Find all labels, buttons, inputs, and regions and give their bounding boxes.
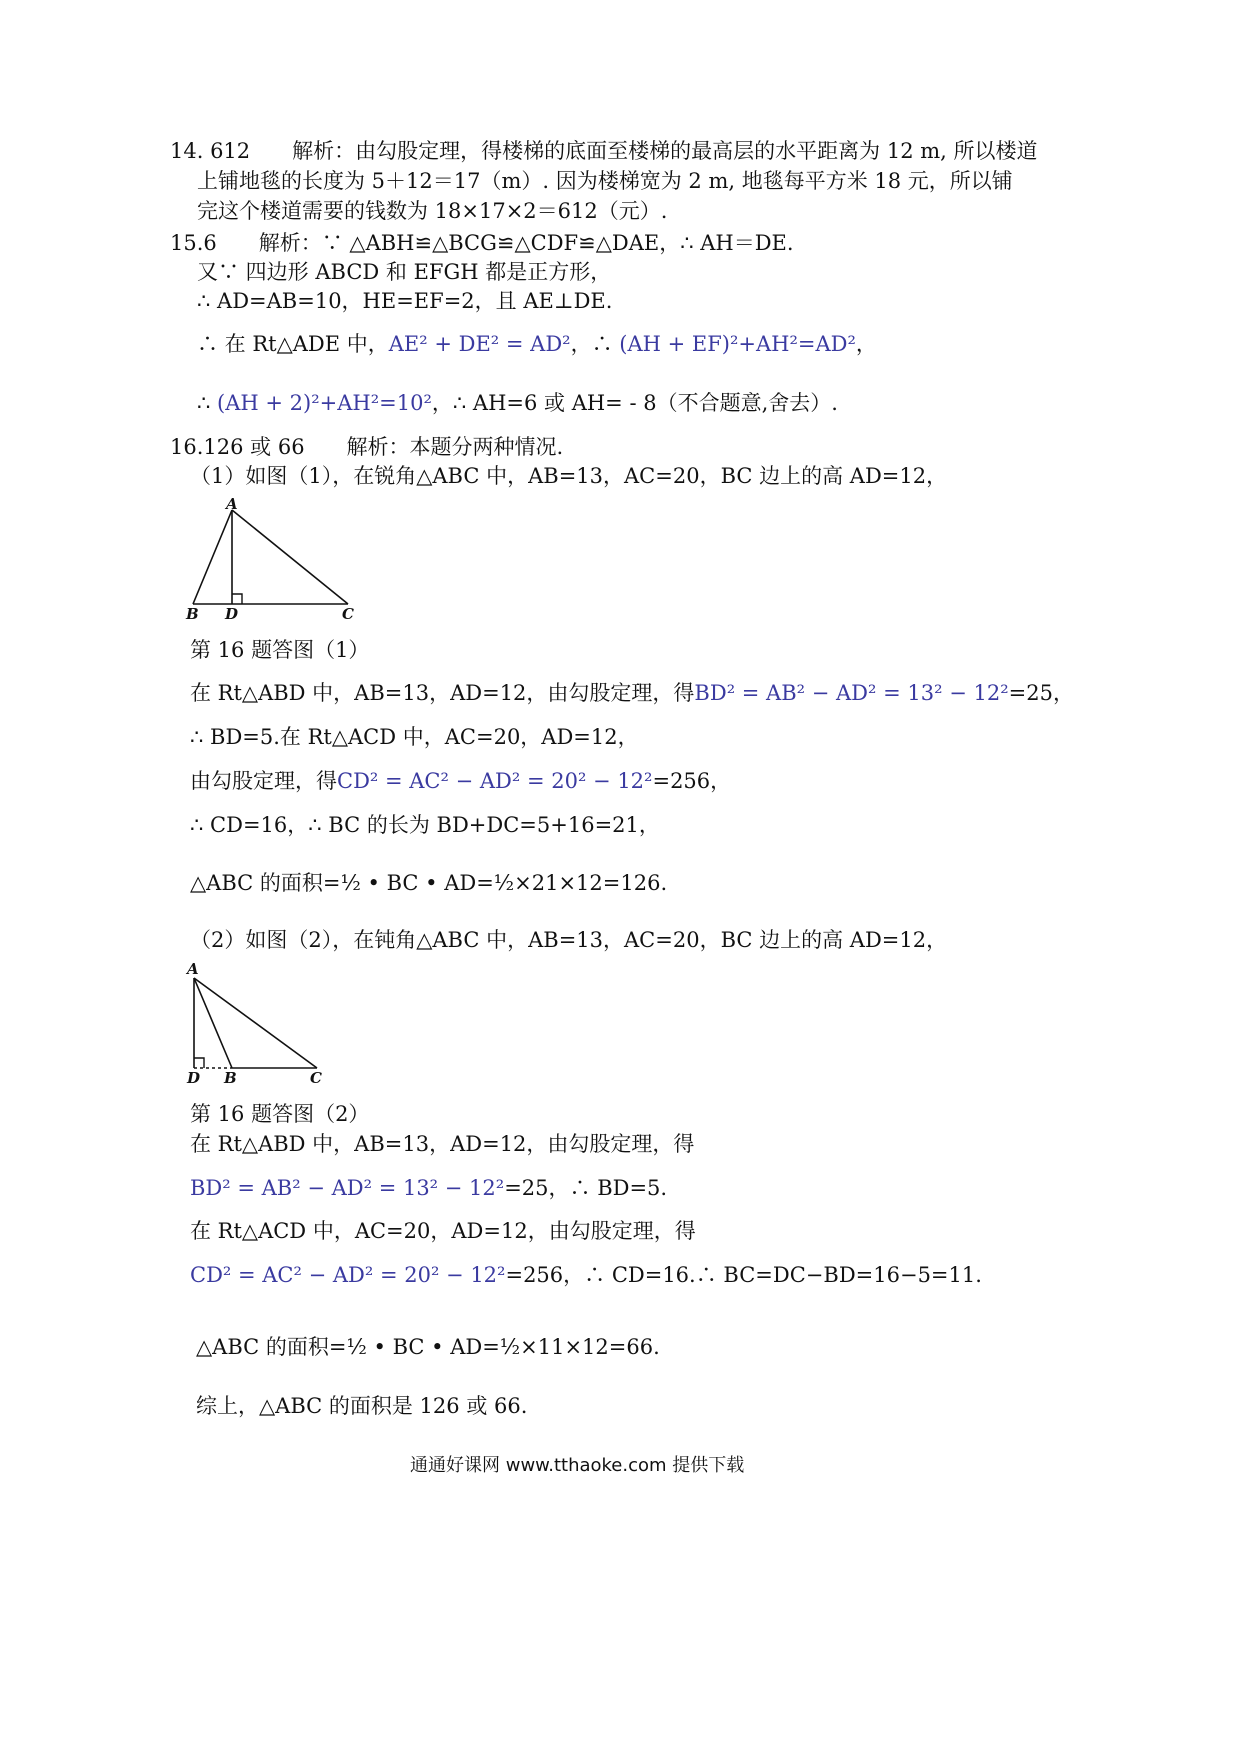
case1-line3-text-a: 由勾股定理，得 — [190, 769, 337, 793]
p16-case1-line3 — [190, 771, 731, 792]
fig1-label-a: A — [226, 498, 238, 513]
fig1-label-d: D — [225, 605, 239, 623]
p16-case1-line2: ∴ BD=5.在 Rt△ACD 中，AC=20，AD=12， — [190, 725, 639, 749]
figure-1-acute-triangle — [180, 498, 370, 623]
p15-line1: 15.6 解析：∵ △ABH≌△BCG≌△CDF≌△DAE，∴ AH＝DE. — [170, 231, 794, 255]
fig2-label-b: B — [224, 1069, 237, 1087]
p15-line2: 又∵ 四边形 ABCD 和 EFGH 都是正方形， — [197, 260, 612, 284]
fig2-label-a: A — [187, 960, 199, 978]
figure-2-caption: 第 16 题答图（2） — [190, 1102, 370, 1126]
p15-line5-text-b: ，∴ AH=6 或 AH= - 8（不合题意,舍去）. — [431, 391, 838, 415]
p16-case1-line4: ∴ CD=16，∴ BC 的长为 BD+DC=5+16=21， — [190, 813, 660, 837]
fig2-right-angle-mark — [194, 1058, 204, 1068]
case1-line1-text-a: 在 Rt△ABD 中，AB=13，AD=12，由勾股定理，得 — [190, 681, 695, 705]
p15-line4-text-c: ， — [855, 332, 877, 356]
p16-line1: 16.126 或 66 解析：本题分两种情况. — [170, 435, 564, 459]
case2-formula-cd: CD² = AC² − AD² = 20² − 12² — [190, 1263, 506, 1287]
p15-line5 — [197, 393, 838, 414]
fig1-side-ac — [232, 510, 348, 604]
p15-line5-text-a: ∴ — [197, 391, 218, 415]
p15-line4-text-b: ，∴ — [570, 332, 620, 356]
p16-case2-line2 — [190, 1178, 667, 1199]
p15-formula-3: (AH + 2)²+AH²=10² — [217, 391, 432, 415]
case1-formula-cd: CD² = AC² − AD² = 20² − 12² — [337, 769, 653, 793]
fig1-side-ab — [193, 510, 232, 604]
case1-formula-bd: BD² = AB² − AD² = 13² − 12² — [694, 681, 1009, 705]
p16-case1-line1 — [190, 683, 1074, 704]
p16-case2-line3: 在 Rt△ACD 中，AC=20，AD=12，由勾股定理，得 — [190, 1219, 696, 1243]
p14-line1: 14. 612 解析：由勾股定理，得楼梯的底面至楼梯的最高层的水平距离为 12 m, 所以楼道 — [170, 139, 1038, 163]
page-footer: 通通好课网 www.tthaoke.com 提供下载 — [410, 1455, 745, 1476]
p16-conclusion: 综上，△ABC 的面积是 126 或 66. — [196, 1394, 528, 1418]
p14-line3: 完这个楼道需要的钱数为 18×17×2＝612（元）. — [197, 199, 668, 223]
p15-formula-2: (AH + EF)²+AH²=AD² — [619, 332, 856, 356]
p15-formula-1: AE² + DE² = AD² — [388, 332, 571, 356]
fig1-label-b: B — [186, 605, 199, 623]
p16-line2: （1）如图（1），在锐角△ABC 中，AB=13，AC=20，BC 边上的高 AD=12， — [190, 464, 948, 488]
figure-1-caption: 第 16 题答图（1） — [190, 638, 370, 662]
p16-case2-line4 — [190, 1265, 982, 1286]
fig2-label-d: D — [187, 1069, 201, 1087]
case1-line1-text-b: =25， — [1008, 681, 1074, 705]
p15-line3: ∴ AD=AB=10，HE=EF=2，且 AE⊥DE. — [197, 289, 613, 313]
case2-line2-text: =25，∴ BD=5. — [504, 1176, 668, 1200]
case1-line3-text-b: =256， — [652, 769, 732, 793]
case2-formula-bd: BD² = AB² − AD² = 13² − 12² — [190, 1176, 505, 1200]
fig1-label-c: C — [342, 605, 354, 623]
case2-line4-text: =256，∴ CD=16.∴ BC=DC−BD=16−5=11. — [505, 1263, 982, 1287]
p15-line4 — [197, 334, 877, 355]
p16-case2-line1: 在 Rt△ABD 中，AB=13，AD=12，由勾股定理，得 — [190, 1132, 695, 1156]
p16-line3: （2）如图（2），在钝角△ABC 中，AB=13，AC=20，BC 边上的高 AD=12， — [190, 928, 948, 952]
fig2-label-c: C — [310, 1069, 322, 1087]
fig1-right-angle-mark — [232, 594, 242, 604]
figure-2-obtuse-triangle — [180, 960, 340, 1090]
p16-case1-area: △ABC 的面积=½ • BC • AD=½×21×12=126. — [190, 871, 668, 895]
p15-line4-text-a: ∴ 在 Rt△ADE 中， — [197, 332, 389, 356]
p14-line2: 上铺地毯的长度为 5＋12＝17（m）. 因为楼梯宽为 2 m, 地毯每平方米 18 元，所以铺 — [197, 169, 1013, 193]
p16-case2-area: △ABC 的面积=½ • BC • AD=½×11×12=66. — [196, 1335, 660, 1359]
